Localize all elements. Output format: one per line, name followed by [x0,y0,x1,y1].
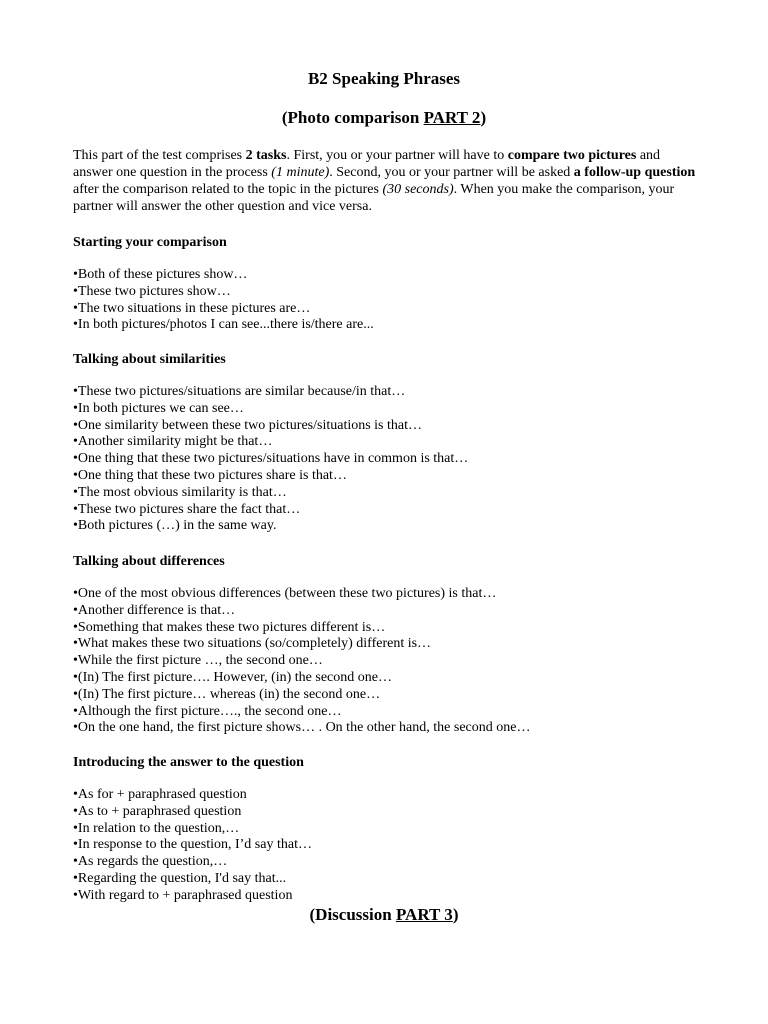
phrase-item: •(In) The first picture…. However, (in) the second one… [73,669,392,685]
phrase-list [73,586,733,737]
phrase-item: •Both pictures (…) in the same way. [73,518,277,534]
intro-text: and answer one question in the process [73,148,661,180]
phrase-item: •As regards the question,… [73,854,228,870]
part2-heading-prefix: (Photo comparison [281,108,424,127]
intro-text: after the comparison related to the topic in the pictures [73,182,383,197]
intro-bold-tasks: 2 tasks [245,148,287,163]
phrase-list [73,384,733,535]
part3-heading [0,905,768,925]
intro-text: . When you make the comparison, your partner will answer the other question and vice versa. [73,182,675,214]
part3-heading-prefix: (Discussion [309,905,396,924]
intro-bold-followup: a follow-up question [573,165,696,180]
phrase-item: •These two pictures/situations are similar because/in that… [73,384,406,399]
phrase-item: •Something that makes these two pictures different is… [73,619,386,635]
section-heading: Talking about similarities [73,352,226,367]
phrase-item: •In both pictures/photos I can see...there is/there are... [73,317,374,333]
section-similarities [73,351,733,535]
phrase-item: •What makes these two situations (so/completely) different is… [73,636,432,652]
phrase-item: •While the first picture …, the second one… [73,653,323,669]
part3-heading-part: PART 3 [395,905,453,924]
document-title: B2 Speaking Phrases [307,69,461,88]
section-heading: Introducing the answer to the question [73,755,304,770]
phrase-item: •The two situations in these pictures are… [73,300,311,316]
phrase-item: •(In) The first picture… whereas (in) the second one… [73,686,381,702]
phrase-item: •Although the first picture…., the second one… [73,703,342,719]
part3-heading-suffix: ) [452,905,459,924]
phrase-item: •In relation to the question,… [73,820,240,836]
section-differences [73,553,733,737]
intro-italic-time: (1 minute) [271,165,330,180]
phrase-item: •Another similarity might be that… [73,434,273,450]
phrase-item: •Regarding the question, I'd say that... [73,870,287,886]
phrase-item: •As to + paraphrased question [73,803,242,819]
phrase-item: •The most obvious similarity is that… [73,484,287,500]
part2-heading-suffix: ) [480,108,487,127]
phrase-item: •Another difference is that… [73,602,236,618]
intro-text: This part of the test comprises [73,148,246,163]
part2-heading-part: PART 2 [423,108,481,127]
phrase-item: •As for + paraphrased question [73,787,247,802]
phrase-list [73,787,733,905]
section-heading: Starting your comparison [73,235,227,250]
part2-heading [0,108,768,128]
intro-italic-time: (30 seconds) [382,182,454,197]
phrase-item: •In both pictures we can see… [73,400,244,416]
phrase-item: •These two pictures show… [73,283,231,299]
phrase-item: •One of the most obvious differences (between these two pictures) is that… [73,586,497,601]
phrase-item: •One thing that these two pictures share is that… [73,467,347,483]
phrase-item: •On the one hand, the first picture shows… . On the other hand, the second one… [73,720,531,736]
phrase-item: •One thing that these two pictures/situations have in common is that… [73,451,469,467]
phrase-item: •These two pictures share the fact that… [73,501,301,517]
section-answer-question [73,754,733,905]
phrase-list [73,267,733,334]
section-starting-comparison [73,234,733,334]
intro-text: . First, you or your partner will have to [286,148,508,163]
phrase-item: •With regard to + paraphrased question [73,887,293,903]
intro-bold-compare: compare two pictures [507,148,637,163]
phrase-item: •Both of these pictures show… [73,267,248,282]
section-heading: Talking about differences [73,554,225,569]
intro-paragraph [73,147,703,215]
intro-text: . Second, you or your partner will be asked [329,165,574,180]
phrase-item: •In response to the question, I’d say that… [73,837,312,853]
phrase-item: •One similarity between these two pictures/situations is that… [73,417,423,433]
